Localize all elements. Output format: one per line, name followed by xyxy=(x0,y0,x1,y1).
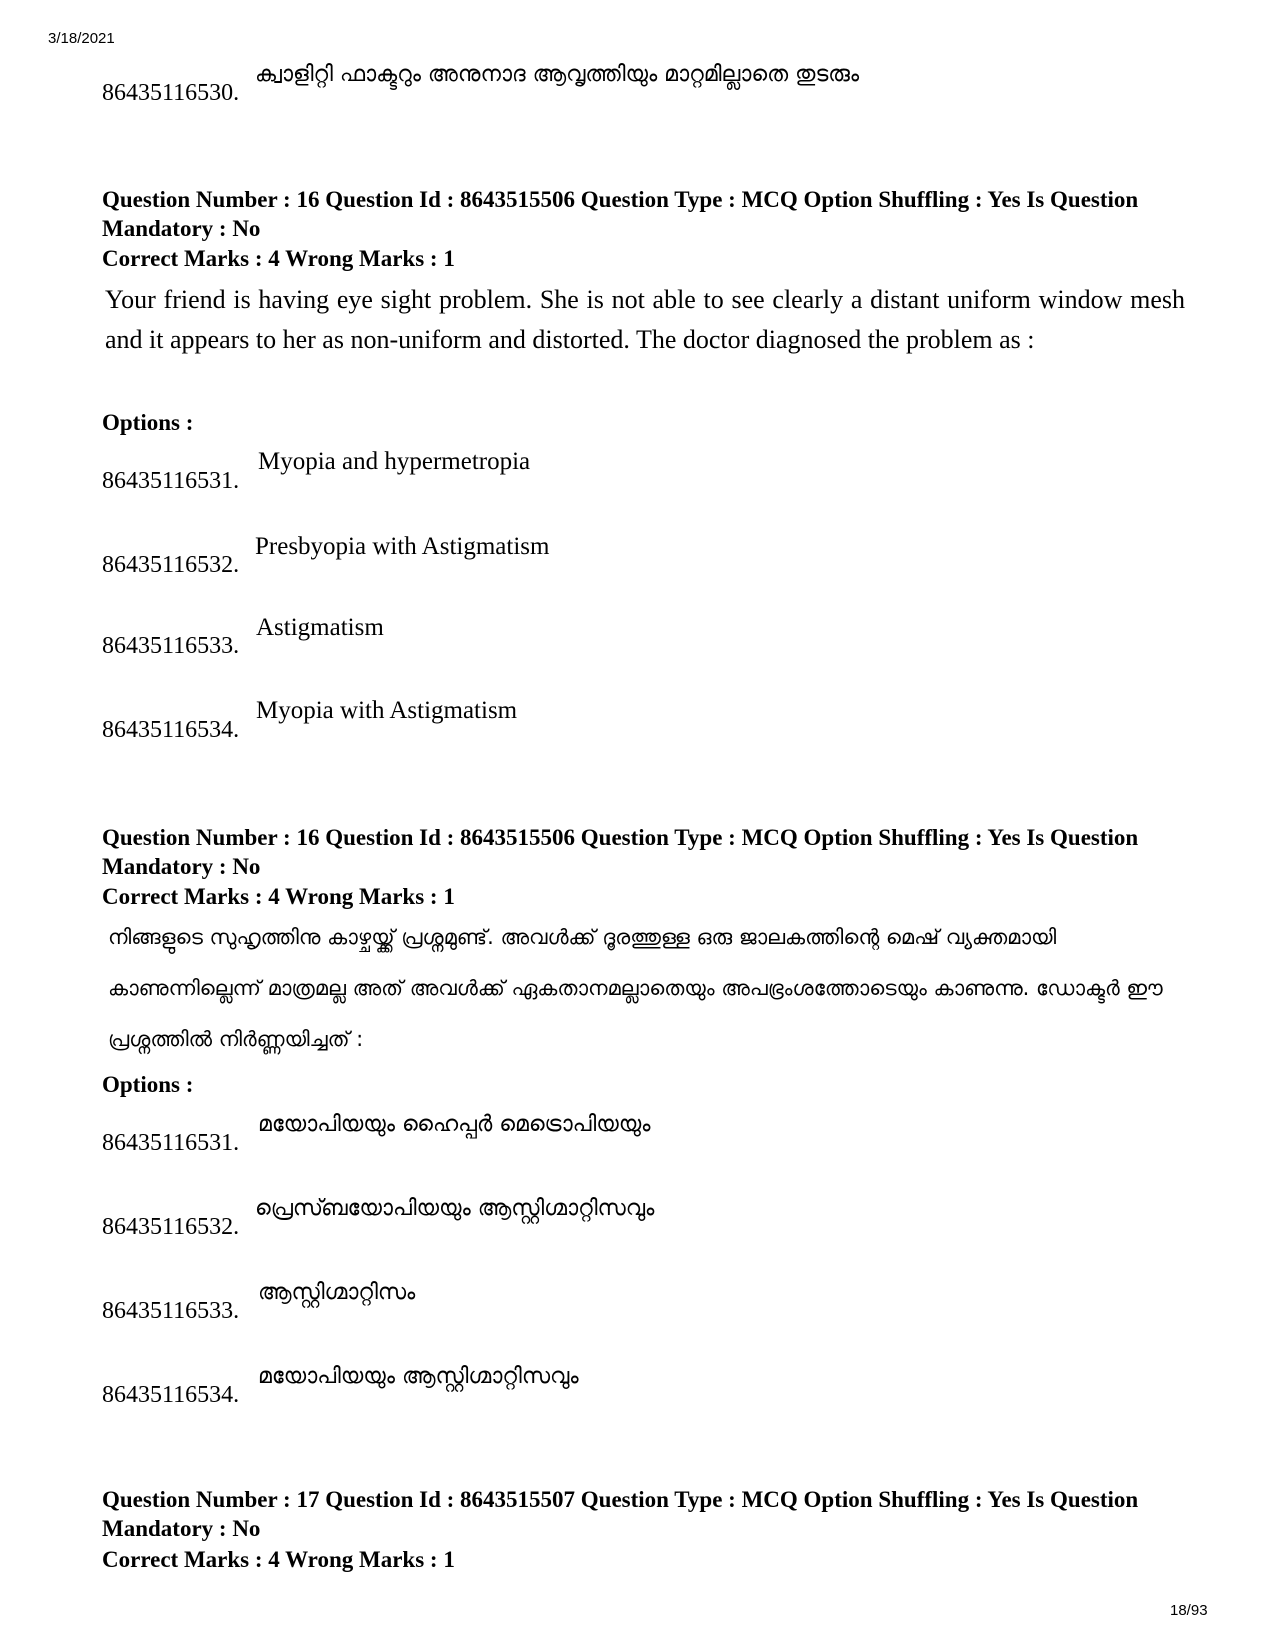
option-number: 86435116533. xyxy=(102,633,240,659)
option-text: Myopia with Astigmatism xyxy=(256,697,518,724)
question-header: Question Number : 16 Question Id : 8643515506 Question Type : MCQ Option Shuffling : Yes Is Question Mandatory : No xyxy=(102,187,1139,241)
option-number: 86435116534. xyxy=(102,1382,240,1408)
print-date: 3/18/2021 xyxy=(48,30,115,47)
option-text: മയോപിയയും ആസ്റ്റിഗ്മാറ്റിസവും xyxy=(258,1364,579,1389)
marks-info: Correct Marks : 4 Wrong Marks : 1 xyxy=(102,246,455,271)
options-label: Options : xyxy=(102,410,194,435)
page-number: 18/93 xyxy=(1170,1602,1208,1619)
option-text: Presbyopia with Astigmatism xyxy=(255,533,550,560)
question-text: Your friend is having eye sight problem. She is not able to see clearly a distant uniform window mesh and it appears to her as non-uniform and distorted. The doctor diagnosed the problem as : xyxy=(105,285,1185,354)
option-text: Myopia and hypermetropia xyxy=(258,448,531,475)
options-label: Options : xyxy=(102,1072,194,1097)
option-number: 86435116531. xyxy=(102,468,240,494)
option-text: Astigmatism xyxy=(256,614,384,641)
question-header: Question Number : 16 Question Id : 8643515506 Question Type : MCQ Option Shuffling : Yes Is Question Mandatory : No xyxy=(102,825,1139,879)
option-number: 86435116532. xyxy=(102,1214,240,1240)
option-text: പ്രെസ്ബയോപിയയും ആസ്റ്റിഗ്മാറ്റിസവും xyxy=(255,1196,655,1221)
option-number: 86435116534. xyxy=(102,717,240,743)
option-text: ക്വാളിറ്റി ഫാക്ടറും അനുനാദ ആവൃത്തിയും മാറ്റമില്ലാതെ തുടരും xyxy=(255,62,860,87)
option-number: 86435116532. xyxy=(102,552,240,578)
option-text: മയോപിയയും ഹൈപ്പർ മെട്രൊപിയയും xyxy=(258,1112,651,1137)
option-text: ആസ്റ്റിഗ്മാറ്റിസം xyxy=(258,1280,416,1305)
marks-info: Correct Marks : 4 Wrong Marks : 1 xyxy=(102,884,455,909)
marks-info: Correct Marks : 4 Wrong Marks : 1 xyxy=(102,1547,455,1572)
option-number: 86435116531. xyxy=(102,1130,240,1156)
option-number: 86435116533. xyxy=(102,1298,240,1324)
question-header: Question Number : 17 Question Id : 8643515507 Question Type : MCQ Option Shuffling : Yes Is Question Mandatory : No xyxy=(102,1487,1139,1541)
question-text: നിങ്ങളുടെ സുഹൃത്തിനു കാഴ്ചയ്ക്ക് പ്രശ്നമുണ്ട്. അവൾക്ക് ദൂരത്തുള്ള ഒരു ജാലകത്തിന്റെ മെഷ് വ്യക്തമായി കാണുന്നില്ലെന്ന് മാത്രമല്ല അത് അവൾക്ക് ഏകതാനമല്ലാതെയും അപഭ്രംശത്തോടെയും കാണുന്നു. ഡോക്ടർ ഈ പ്രശ്നത്തിൽ നിർണ്ണയിച്ചത് : xyxy=(108,925,1163,1051)
option-number: 86435116530. xyxy=(102,80,240,106)
